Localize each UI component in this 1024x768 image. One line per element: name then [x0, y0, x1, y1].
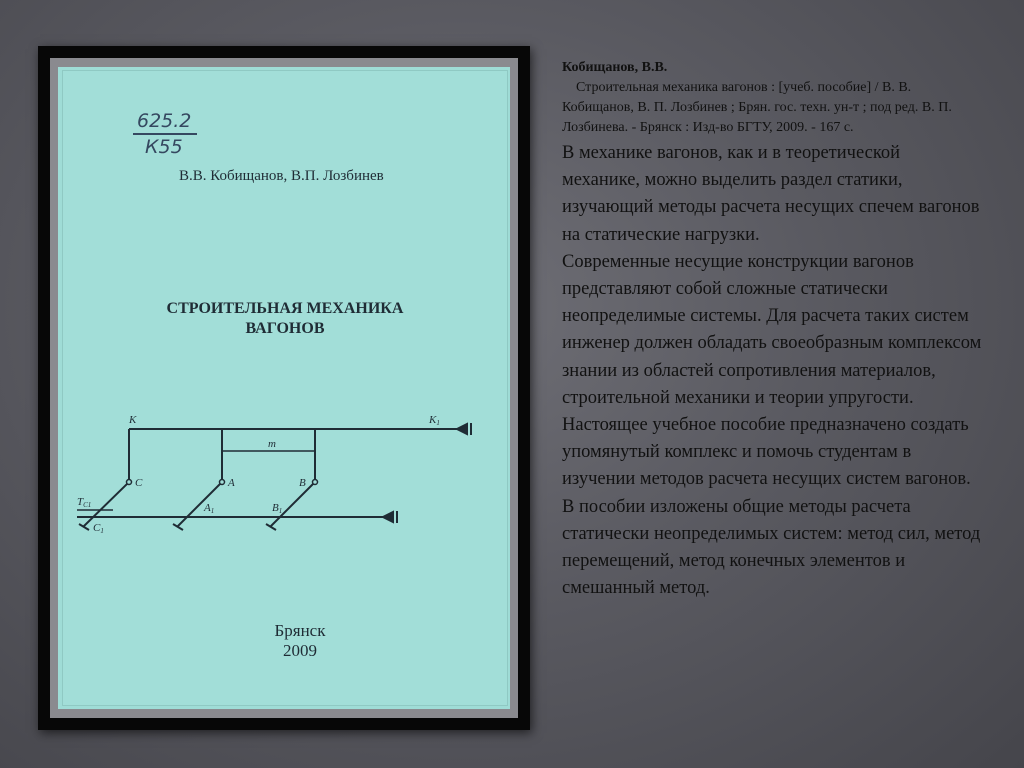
shelfmark-code: К55 — [145, 136, 183, 158]
hinge-c — [127, 480, 132, 485]
label-k: K — [129, 414, 137, 426]
cover-title-line1: СТРОИТЕЛЬНАЯ МЕХАНИКА — [166, 300, 404, 317]
label-k1: K1 — [429, 414, 440, 427]
book-photo-frame — [38, 46, 530, 730]
hinge-a — [220, 480, 225, 485]
structural-scheme-diagram — [77, 409, 473, 549]
label-b1: B1 — [272, 502, 283, 515]
cover-title-line2: ВАГОНОВ — [245, 320, 325, 337]
paragraph-2: Современные несущие конструкции вагонов представляют собой сложные статически неопределимые системы. Для расчета таких систем инженер должен обладать своеобразным комплексом знании из областей сопротивления материалов, строительной механики и теории упругости. Настоящее учебное пособие предназначено создать упомянутый комплекс и помочь студентам в изучении методов расчета несущих систем вагонов. В пособии изложены общие методы расчета статически неопределимых систем: метод сил, метод перемещений, метод конечных элементов и смешанный метод. — [562, 251, 982, 599]
bib-author: Кобищанов, В.В. — [562, 60, 668, 75]
label-b: B — [299, 477, 306, 489]
label-c1: C1 — [93, 522, 104, 535]
hinge-b — [313, 480, 318, 485]
book-cover — [58, 67, 510, 709]
support-k1-icon — [457, 424, 467, 434]
support-bottom-icon — [383, 512, 393, 522]
label-a: A — [228, 477, 235, 489]
label-tc1: TC1 — [77, 496, 92, 509]
paragraph-1: В механике вагонов, как и в теоретической механике, можно выделить раздел статики, изучающий методы расчета несущих спечем вагонов на статические нагрузки. — [562, 143, 980, 245]
description-text-block — [562, 58, 982, 602]
label-a1: A1 — [204, 502, 215, 515]
cover-title — [83, 299, 487, 339]
strut-a-a1 — [177, 482, 222, 527]
label-c: C — [135, 477, 143, 489]
cover-authors: В.В. Кобищанов, В.П. Лозбинев — [179, 168, 384, 184]
book-cover-inner — [62, 70, 508, 706]
bib-description: Строительная механика вагонов : [учеб. пособие] / В. В. Кобищанов, В. П. Лозбинев ; Брян. гос. техн. ун-т ; под ред. В. П. Лозбинева. - Брянск : Изд-во БГТУ, 2009. - 167 с. — [562, 80, 952, 135]
shelfmark — [133, 109, 203, 159]
cover-city: Брянск — [274, 621, 326, 640]
cover-year: 2009 — [283, 641, 317, 660]
shelfmark-number: 625.2 — [133, 109, 197, 135]
photo-mat — [50, 58, 518, 718]
label-m: m — [268, 438, 276, 450]
bibliographic-record — [562, 58, 982, 138]
